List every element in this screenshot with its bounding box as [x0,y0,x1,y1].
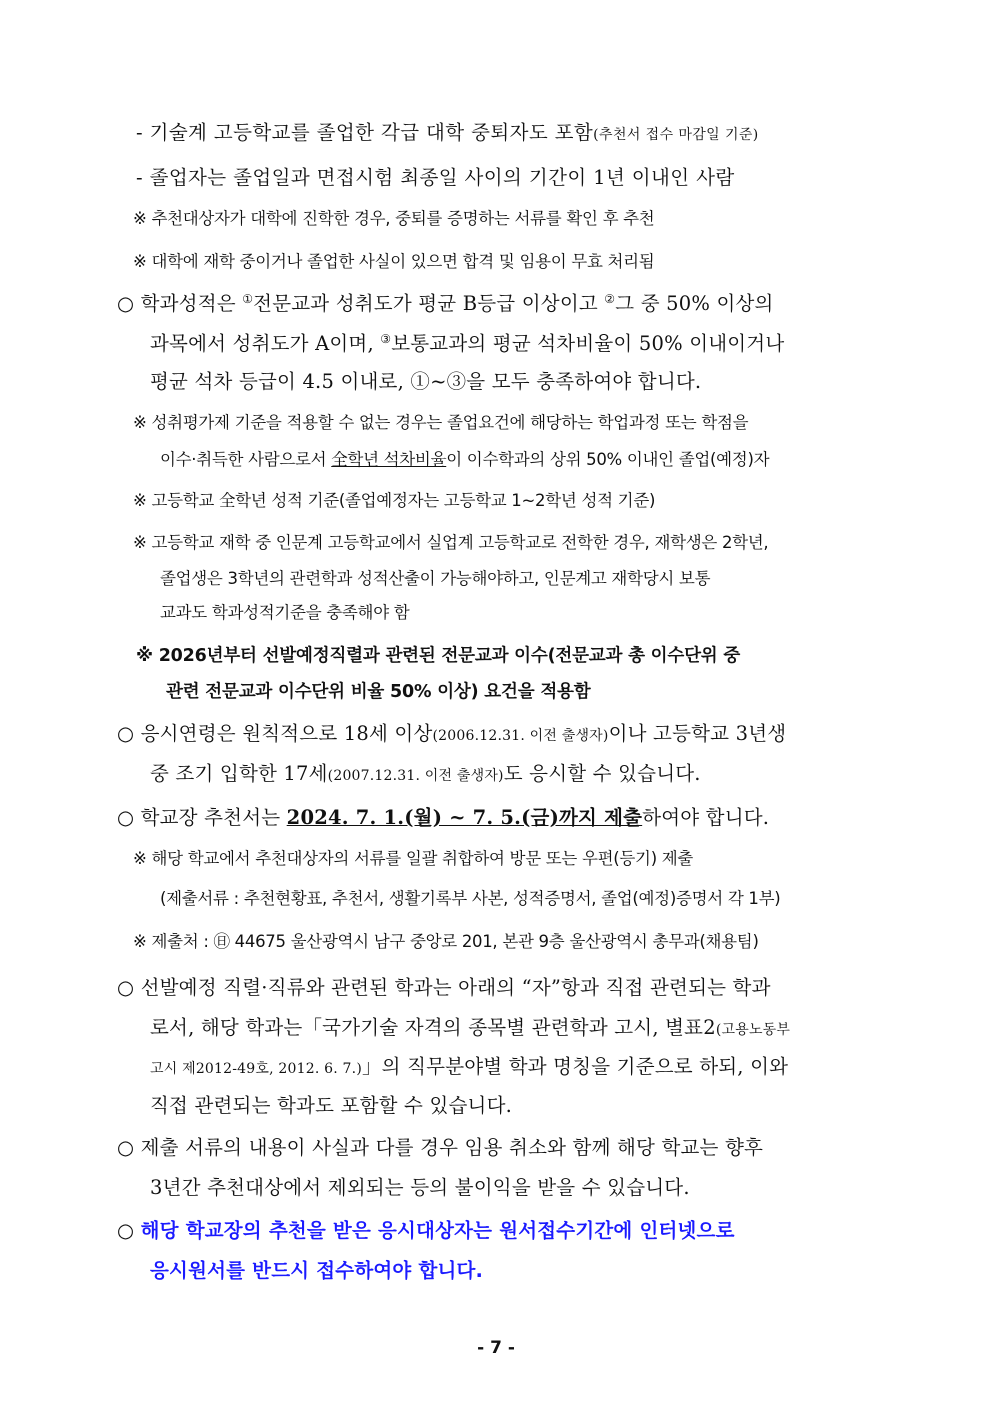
deadline-date: 2024. 7. 1.(월) ~ 7. 5.(금)까지 제출 [286,806,643,829]
note-transfer-students-line2: 졸업생은 3학년의 관련학과 성적산출이 가능해야하고, 인문계고 재학당시 보통 [160,569,711,588]
note-submission-method: ※ 해당 학교에서 추천대상자의 서류를 일괄 취합하여 방문 또는 우편(등기) 제출 [133,849,694,868]
note-university-enrollment-void: ※ 대학에 재학 중이거나 졸업한 사실이 있으면 합격 및 임용이 무효 처리됨 [133,252,655,271]
item-recommendation-deadline: ○ 학교장 추천서는 2024. 7. 1.(월) ~ 7. 5.(금)까지 제출하여야 합니다. [117,806,770,829]
note-submission-documents: (제출서류 : 추천현황표, 추천서, 생활기록부 사본, 성적증명서, 졸업(예정)증명서 각 1부) [160,889,781,908]
note-transfer-students: ※ 고등학교 재학 중 인문계 고등학교에서 실업계 고등학교로 전학한 경우, 재학생은 2학년, [133,533,769,552]
item-grade-requirements-line2: 과목에서 성취도가 A이며, ③보통교과의 평균 석차비율이 50% 이내이거나 [150,332,785,355]
note-2026-requirement-line2: 관련 전문교과 이수단위 비율 50% 이상) 요건을 적용함 [166,682,591,702]
page-number: - 7 - [477,1338,515,1358]
item-related-departments-line4: 직접 관련되는 학과도 포함할 수 있습니다. [150,1094,513,1117]
note-achievement-criteria: ※ 성취평가제 기준을 적용할 수 없는 경우는 졸업요건에 해당하는 학업과정 또는 학점을 [133,413,749,432]
item-online-application-notice: ○ 해당 학교장의 추천을 받은 응시대상자는 원서접수기간에 인터넷으로 [117,1219,735,1242]
item-grade-requirements: ○ 학과성적은 ①전문교과 성취도가 평균 B등급 이상이고 ②그 중 50% 이상의 [117,292,774,315]
line-graduates-within-one-year: - 졸업자는 졸업일과 면접시험 최종일 사이의 기간이 1년 이내인 사람 [136,166,735,189]
note-all-grades-basis: ※ 고등학교 全학년 성적 기준(졸업예정자는 고등학교 1~2학년 성적 기준) [133,491,656,510]
item-age-requirement: ○ 응시연령은 원칙적으로 18세 이상(2006.12.31. 이전 출생자)이나 고등학교 3년생 [117,722,787,745]
item-related-departments-line3: 고시 제2012-49호, 2012. 6. 7.)」의 직무분야별 학과 명칭을 기준으로 하되, 이와 [150,1055,789,1078]
item-online-application-notice-line2: 응시원서를 반드시 접수하여야 합니다. [150,1259,484,1282]
note-transfer-students-line3: 교과도 학과성적기준을 충족해야 함 [160,603,410,622]
item-related-departments: ○ 선발예정 직렬·직류와 관련된 학과는 아래의 “자”항과 직접 관련되는 학과 [117,976,771,999]
note-university-dropout-verify: ※ 추천대상자가 대학에 진학한 경우, 중퇴를 증명하는 서류를 확인 후 추천 [133,209,655,228]
note-2026-requirement: ※ 2026년부터 선발예정직렬과 관련된 전문교과 이수(전문교과 총 이수단위 중 [136,646,741,666]
note-achievement-criteria-line2: 이수·취득한 사람으로서 全학년 석차비율이 이수학과의 상위 50% 이내인 졸업(예정)자 [160,450,770,469]
item-grade-requirements-line3: 평균 석차 등급이 4.5 이내로, ①~③을 모두 충족하여야 합니다. [150,370,702,393]
note-submission-address: ※ 제출처 : ㊐ 44675 울산광역시 남구 중앙로 201, 본관 9층 울산광역시 총무과(채용팀) [133,932,759,951]
item-related-departments-line2: 로서, 해당 학과는「국가기술 자격의 종목별 관련학과 고시, 별표2(고용노동부 [150,1016,791,1039]
item-false-documents-penalty-line2: 3년간 추천대상에서 제외되는 등의 불이익을 받을 수 있습니다. [150,1176,690,1199]
item-false-documents-penalty: ○ 제출 서류의 내용이 사실과 다를 경우 임용 취소와 함께 해당 학교는 향후 [117,1136,764,1159]
line-technical-high-school-dropouts: - 기술계 고등학교를 졸업한 각급 대학 중퇴자도 포함(추천서 접수 마감일 기준) [136,121,759,144]
item-age-requirement-line2: 중 조기 입학한 17세(2007.12.31. 이전 출생자)도 응시할 수 있습니다. [150,762,701,785]
